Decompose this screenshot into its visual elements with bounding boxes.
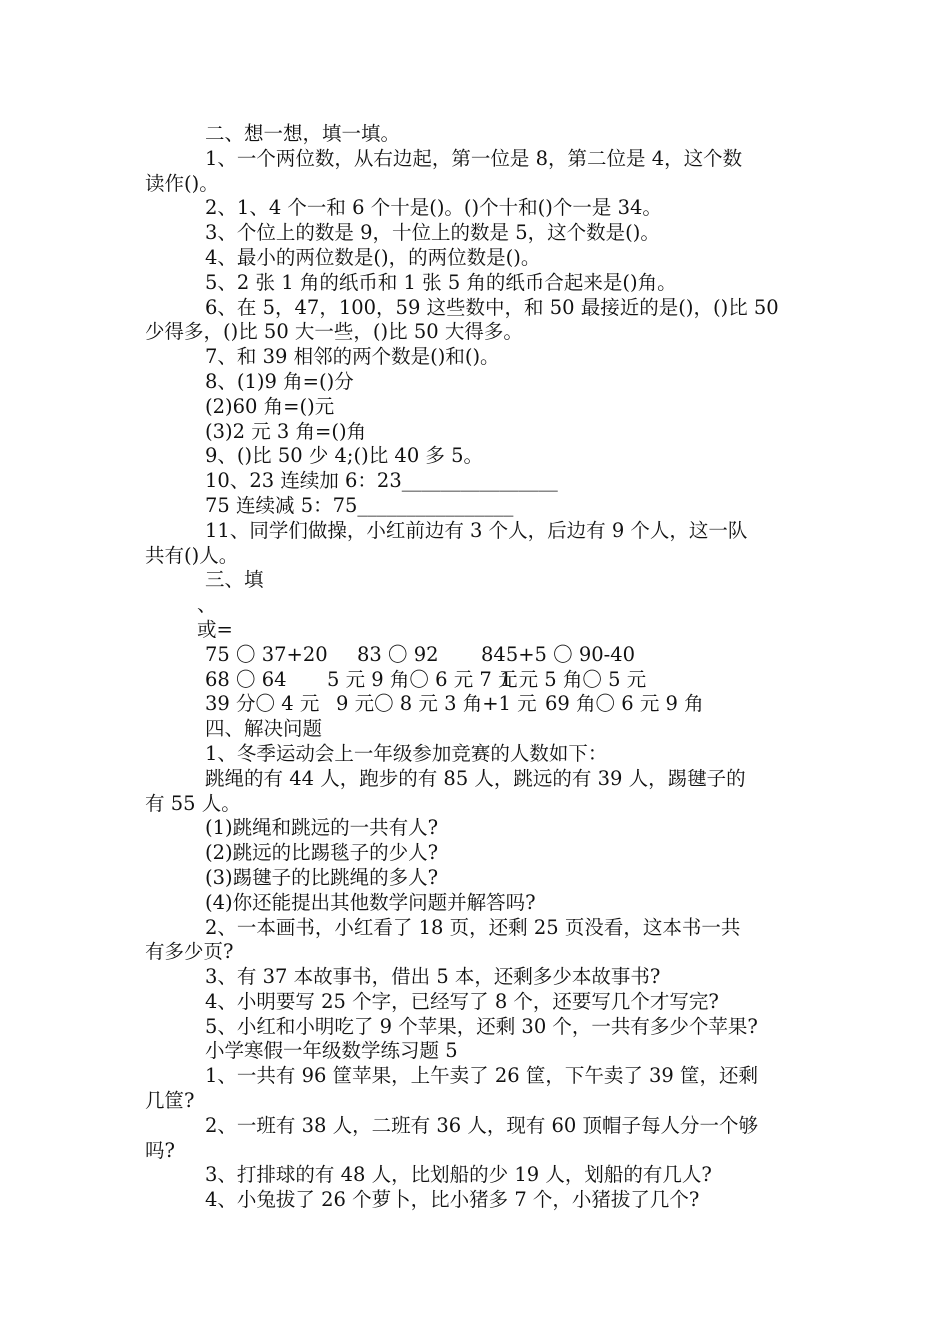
text-line: 少得多，()比 50 大一些，()比 50 大得多。 bbox=[145, 320, 523, 344]
text-line: 8、(1)9 角=()分 bbox=[205, 369, 354, 393]
text-line: 75 连续减 5：75________________ bbox=[205, 493, 514, 517]
compare-item: 68 〇 64 bbox=[205, 667, 287, 691]
text-line: 二、想一想，填一填。 bbox=[205, 122, 401, 145]
compare-item: 845+5 〇 90-40 bbox=[481, 642, 636, 666]
text-line: 7、和 39 相邻的两个数是()和()。 bbox=[205, 345, 500, 369]
text-line: 2、一本画书，小红看了 18 页，还剩 25 页没看，这本书一共 bbox=[205, 915, 741, 939]
compare-row bbox=[145, 692, 810, 717]
text-line: 3、有 37 本故事书，借出 5 本，还剩多少本故事书? bbox=[205, 965, 661, 989]
document-body bbox=[145, 122, 810, 1213]
text-line: 吗? bbox=[145, 1138, 175, 1162]
text-line: 1、冬季运动会上一年级参加竞赛的人数如下： bbox=[205, 741, 608, 765]
text-line: 小学寒假一年级数学练习题 5 bbox=[205, 1039, 458, 1063]
text-line: 4、最小的两位数是()，的两位数是()。 bbox=[205, 245, 541, 269]
compare-item: 39 分〇 4 元 bbox=[205, 692, 320, 716]
text-line: 3、打排球的有 48 人，比划船的少 19 人，划船的有几人? bbox=[205, 1163, 712, 1187]
compare-item: 83 〇 92 bbox=[357, 642, 439, 666]
text-line: 5、2 张 1 角的纸币和 1 张 5 角的纸币合起来是()角。 bbox=[205, 270, 677, 294]
text-line: 4、小明要写 25 个字，已经写了 8 个，还要写几个才写完? bbox=[205, 989, 719, 1013]
compare-item: 1 元 5 角〇 5 元 bbox=[500, 667, 647, 691]
text-line: (4)你还能提出其他数学问题并解答吗? bbox=[205, 890, 536, 914]
text-line: 1、一个两位数，从右边起，第一位是 8，第二位是 4，这个数 bbox=[205, 146, 743, 170]
compare-item: 75 〇 37+20 bbox=[205, 642, 328, 666]
text-line: 6、在 5，47，100，59 这些数中，和 50 最接近的是()，()比 50 bbox=[205, 295, 779, 319]
text-line: (1)跳绳和跳远的一共有人? bbox=[205, 816, 439, 840]
text-line: 3、个位上的数是 9，十位上的数是 5，这个数是()。 bbox=[205, 221, 660, 245]
text-line: 几筐? bbox=[145, 1089, 195, 1113]
text-line: (3)踢毽子的比跳绳的多人? bbox=[205, 865, 439, 889]
text-line: 1、一共有 96 筐苹果，上午卖了 26 筐，下午卖了 39 筐，还剩 bbox=[205, 1064, 759, 1088]
text-line: (3)2 元 3 角=()角 bbox=[205, 419, 367, 443]
text-line: 三、填 bbox=[205, 568, 264, 592]
text-line: 、 bbox=[197, 593, 217, 617]
text-line: (2)60 角=()元 bbox=[205, 394, 335, 418]
text-line: 读作()。 bbox=[145, 171, 219, 195]
section-compare bbox=[145, 643, 810, 717]
section-fill-in bbox=[145, 122, 810, 643]
text-line: 有多少页? bbox=[145, 940, 234, 964]
text-line: 9、()比 50 少 4;()比 40 多 5。 bbox=[205, 444, 484, 468]
text-line: 四、解决问题 bbox=[205, 717, 323, 741]
text-line: 11、同学们做操，小红前边有 3 个人，后边有 9 个人，这一队 bbox=[205, 518, 748, 542]
text-line: 有 55 人。 bbox=[145, 791, 241, 815]
text-line: 10、23 连续加 6：23________________ bbox=[205, 469, 558, 493]
text-line: 或= bbox=[197, 617, 233, 641]
compare-item: 5 元 9 角〇 6 元 7 元 bbox=[327, 667, 518, 691]
text-line: 5、小红和小明吃了 9 个苹果，还剩 30 个，一共有多少个苹果? bbox=[205, 1014, 758, 1038]
compare-item: 69 角〇 6 元 9 角 bbox=[545, 692, 704, 716]
compare-row bbox=[145, 643, 810, 668]
text-line: (2)跳远的比踢毯子的少人? bbox=[205, 841, 439, 865]
text-line: 2、1、4 个一和 6 个十是()。()个十和()个一是 34。 bbox=[205, 196, 662, 220]
text-line: 跳绳的有 44 人，跑步的有 85 人，跳远的有 39 人，踢毽子的 bbox=[205, 766, 746, 790]
text-line: 2、一班有 38 人，二班有 36 人，现有 60 顶帽子每人分一个够 bbox=[205, 1113, 759, 1137]
compare-item: 9 元〇 8 元 3 角+1 元 bbox=[336, 692, 537, 716]
section-problems bbox=[145, 717, 810, 1213]
compare-row bbox=[145, 668, 810, 693]
text-line: 4、小兔拔了 26 个萝卜，比小猪多 7 个，小猪拔了几个? bbox=[205, 1188, 700, 1212]
text-line: 共有()人。 bbox=[145, 543, 239, 567]
